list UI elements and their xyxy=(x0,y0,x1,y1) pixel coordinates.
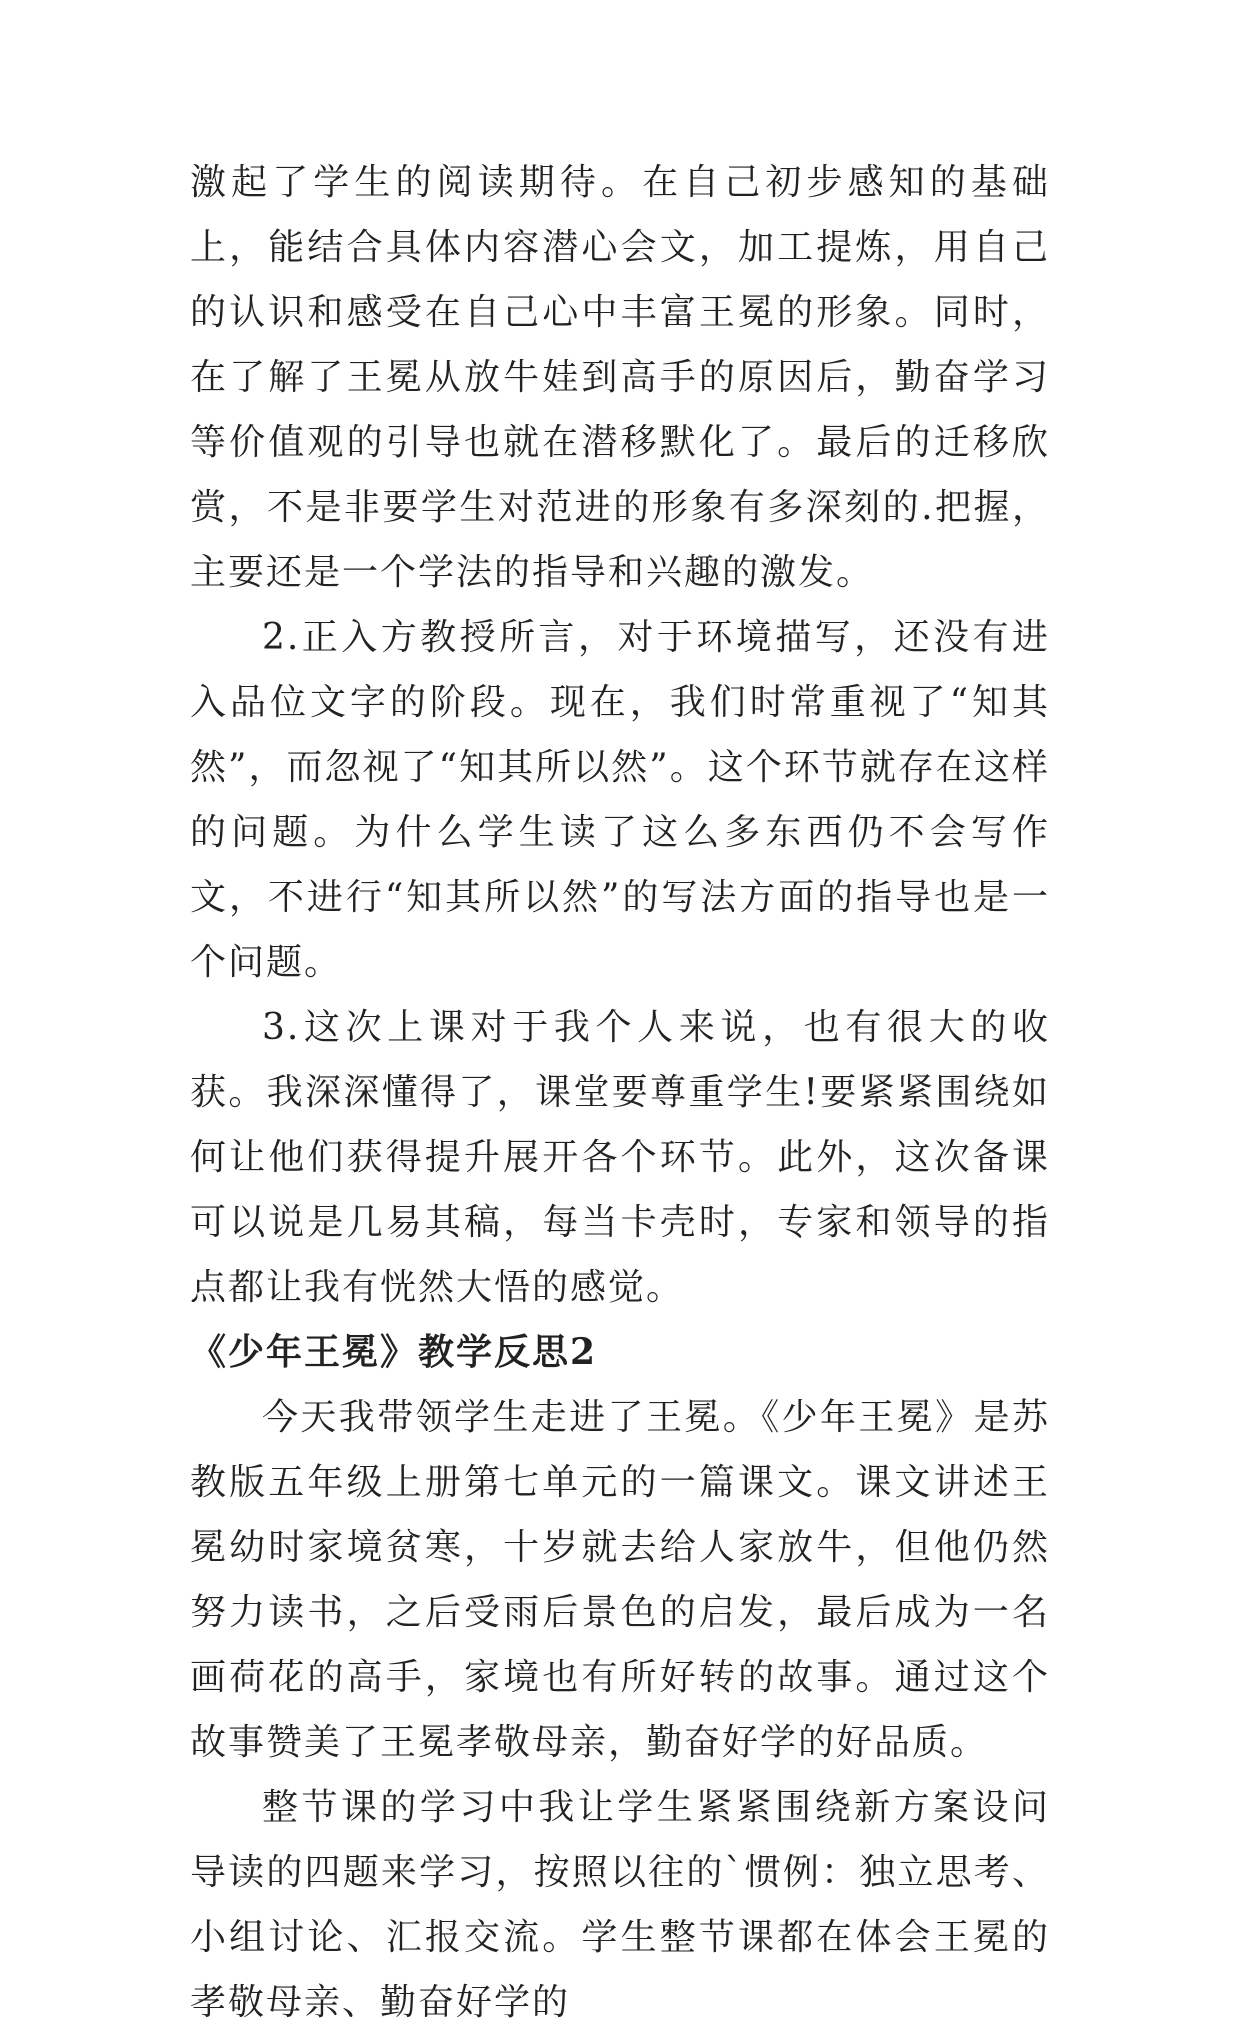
paragraph-intro: 今天我带领学生走进了王冕。《少年王冕》是苏教版五年级上册第七单元的一篇课文。课文讲述王冕幼时家境贫寒，十岁就去给人家放牛，但他仍然努力读书，之后受雨后景色的启发，最后成为一名画荷花的高手，家境也有所好转的故事。通过这个故事赞美了王冕孝敬母亲，勤奋好学的好品质。 xyxy=(190,1397,1050,1763)
paragraph-lesson: 整节课的学习中我让学生紧紧围绕新方案设问导读的四题来学习，按照以往的`惯例：独立思考、小组讨论、汇报交流。学生整节课都在体会王冕的孝敬母亲、勤奋好学的 xyxy=(190,1787,1050,2023)
paragraph-point-3: 3.这次上课对于我个人来说，也有很大的收获。我深深懂得了，课堂要尊重学生!要紧紧围绕如何让他们获得提升展开各个环节。此外，这次备课可以说是几易其稿，每当卡壳时，专家和领导的指点都让我有恍然大悟的感觉。 xyxy=(190,1007,1050,1308)
section-heading: 《少年王冕》教学反思2 xyxy=(190,1331,598,1373)
paragraph-continuation: 激起了学生的阅读期待。在自己初步感知的基础上，能结合具体内容潜心会文，加工提炼，用自己的认识和感受在自己心中丰富王冕的形象。同时，在了解了王冕从放牛娃到高手的原因后，勤奋学习等价值观的引导也就在潜移默化了。最后的迁移欣赏，不是非要学生对范进的形象有多深刻的.把握，主要还是一个学法的指导和兴趣的激发。 xyxy=(190,162,1050,593)
document-page xyxy=(190,150,1050,2035)
paragraph-point-2: 2.正入方教授所言，对于环境描写，还没有进入品位文字的阶段。现在，我们时常重视了“知其然”，而忽视了“知其所以然”。这个环节就存在这样的问题。为什么学生读了这么多东西仍不会写作文，不进行“知其所以然”的写法方面的指导也是一个问题。 xyxy=(190,617,1050,983)
